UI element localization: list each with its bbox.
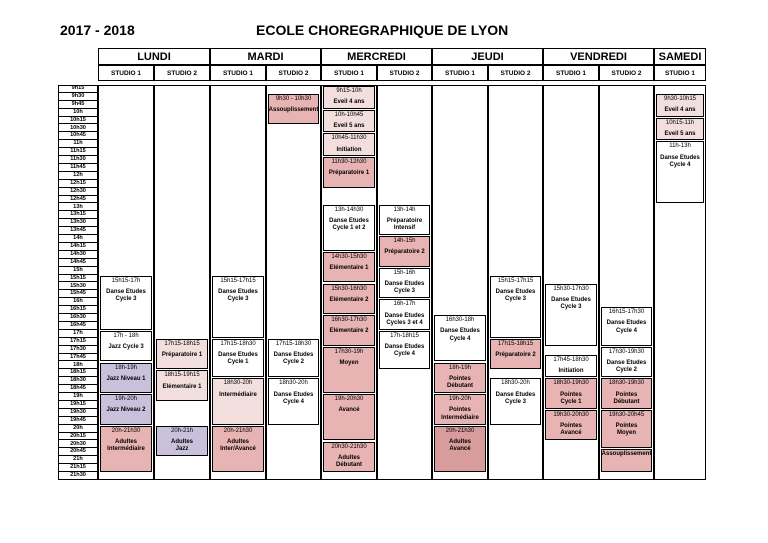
time-label: 16h30: [58, 314, 98, 322]
class-time: 17h30-19h30: [608, 348, 645, 355]
time-label: 16h15: [58, 306, 98, 314]
time-label: 13h30: [58, 219, 98, 227]
page-title: ECOLE CHOREGRAPHIQUE DE LYON: [256, 22, 509, 38]
class-block[interactable]: [490, 339, 541, 370]
class-block[interactable]: [379, 331, 430, 370]
studio-header: STUDIO 2: [154, 65, 210, 81]
class-time: 18h30-19h30: [553, 380, 589, 387]
class-block[interactable]: [323, 252, 375, 283]
class-block[interactable]: [100, 276, 152, 330]
class-name: Pointes Débutant: [447, 375, 473, 389]
class-time: 19h-20h: [114, 396, 138, 403]
class-block[interactable]: [100, 394, 152, 425]
studio-header: STUDIO 1: [654, 65, 706, 81]
class-time: 11h-13h: [669, 143, 691, 150]
class-block[interactable]: [268, 339, 319, 378]
class-block[interactable]: [434, 426, 486, 472]
time-label: 17h15: [58, 338, 98, 346]
class-time: 18h15-19h15: [164, 372, 200, 379]
class-time: 15h30-17h30: [553, 285, 589, 292]
class-time: 16h30-17h30: [331, 317, 367, 324]
class-name: Elémentaire 1: [162, 383, 202, 390]
time-label: 16h45: [58, 322, 98, 330]
time-label: 11h15: [58, 148, 98, 156]
class-block[interactable]: [323, 133, 375, 156]
studio-header: STUDIO 1: [432, 65, 488, 81]
class-time: 20h-21h: [170, 427, 194, 434]
class-name: Pointes Débutant: [613, 391, 640, 405]
class-time: 19h-20h30: [334, 396, 364, 403]
class-time: 17h15-18h30: [220, 340, 256, 347]
class-block[interactable]: [379, 236, 430, 267]
class-name: Adultes Jazz: [170, 438, 193, 453]
time-label: 10h15: [58, 117, 98, 125]
class-block[interactable]: [212, 426, 264, 472]
class-name: Préparatoire 1: [328, 170, 370, 177]
time-label: 14h15: [58, 243, 98, 251]
time-label: 20h45: [58, 448, 98, 456]
class-block[interactable]: [100, 331, 152, 362]
class-name: Danse Etudes Cycle 2: [606, 359, 647, 374]
class-time: 17h15-18h30: [275, 340, 312, 347]
class-block[interactable]: [156, 339, 208, 370]
class-name: Danse Etudes Cycle 4: [440, 328, 480, 342]
school-year: 2017 - 2018: [60, 22, 135, 38]
time-label: 21h30: [58, 472, 98, 480]
class-block[interactable]: [100, 426, 152, 472]
class-time: 13h-14h: [393, 206, 416, 213]
studio-column: [154, 85, 210, 480]
time-label: 21h15: [58, 464, 98, 472]
time-label: 15h30: [58, 283, 98, 291]
class-name: Elémentaire 1: [329, 265, 369, 272]
class-time: 17h-18h15: [390, 332, 419, 339]
class-time: 10h-10h45: [334, 111, 364, 118]
class-name: Assouplissement: [268, 107, 319, 114]
time-label: 13h45: [58, 227, 98, 235]
class-block[interactable]: [656, 94, 704, 117]
class-block[interactable]: [323, 315, 375, 346]
day-header-mardi: MARDI: [210, 48, 321, 65]
class-time: 15h15-17h: [111, 277, 141, 284]
class-time: 19h-20h: [448, 396, 472, 403]
class-name: Danse Etudes Cycle 3: [551, 296, 591, 310]
class-time: 10h45-11h30: [331, 135, 367, 142]
class-block[interactable]: [323, 110, 375, 133]
day-header-jeudi: JEUDI: [432, 48, 543, 65]
time-label: 19h15: [58, 401, 98, 409]
class-time: 17h30-19h: [334, 348, 364, 355]
class-block[interactable]: [323, 157, 375, 188]
class-time: 18h30-20h: [223, 380, 253, 387]
time-label: 10h: [58, 109, 98, 117]
class-time: 19h30-20h30: [553, 411, 589, 418]
class-name: Danse Etudes Cycle 4: [384, 344, 425, 358]
class-block[interactable]: [545, 378, 597, 409]
class-name: Jazz Cycle 3: [108, 344, 144, 351]
day-header-mercredi: MERCREDI: [321, 48, 432, 65]
class-time: 9h30 - 10h30: [275, 95, 312, 102]
class-name: Préparatoire 2: [384, 249, 425, 256]
class-name: Elémentaire 2: [329, 328, 369, 335]
class-time: 18h30-20h: [279, 380, 308, 387]
class-time: 16h30-18h: [445, 317, 475, 324]
time-label: 15h45: [58, 290, 98, 298]
class-name: Danse Etudes Cycle 1: [218, 352, 258, 366]
class-name: Intermédiaire: [219, 391, 257, 398]
class-block[interactable]: [323, 205, 375, 251]
studio-header: STUDIO 2: [599, 65, 654, 81]
class-block[interactable]: [490, 378, 541, 424]
class-name: Pointes Cycle 1: [560, 391, 582, 405]
class-block[interactable]: [434, 315, 486, 361]
class-block[interactable]: [379, 299, 430, 330]
class-time: 16h-17h: [393, 301, 416, 308]
time-label: 11h30: [58, 156, 98, 164]
class-block[interactable]: [323, 442, 375, 473]
class-block[interactable]: [434, 394, 486, 425]
class-block[interactable]: [212, 378, 264, 424]
class-time: 18h-19h: [114, 364, 138, 371]
class-block[interactable]: [323, 284, 375, 315]
class-name: Pointes Intermédiaire: [441, 407, 479, 421]
class-block[interactable]: [100, 363, 152, 394]
class-time: 17h15-18h15: [497, 340, 534, 347]
time-label: 10h30: [58, 125, 98, 133]
time-label: 15h: [58, 267, 98, 275]
class-name: Adultes Inter/Avancé: [220, 438, 256, 453]
time-label: 17h: [58, 330, 98, 338]
class-name: Moyen: [339, 359, 359, 366]
class-block[interactable]: [212, 339, 264, 378]
class-name: Danse Etudes Cycle 3: [384, 280, 425, 295]
class-name: Danse Etudes Cycle 3: [218, 288, 258, 302]
class-name: Elémentaire 2: [329, 296, 369, 303]
class-time: 17h - 18h: [113, 332, 139, 339]
studio-header: STUDIO 1: [543, 65, 599, 81]
class-time: 18h-19h: [448, 364, 472, 371]
time-label: 9h30: [58, 93, 98, 101]
class-time: 14h30-15h30: [331, 253, 367, 260]
time-label: 17h30: [58, 346, 98, 354]
class-block[interactable]: [601, 410, 652, 449]
class-name: Jazz Niveau 1: [106, 375, 146, 382]
class-block[interactable]: [323, 347, 375, 393]
class-name: Danse Etudes Cycle 3: [495, 391, 536, 405]
class-name: Initiation: [558, 367, 584, 374]
class-name: Préparatoire 2: [495, 352, 536, 358]
class-time: 18h30-20h: [501, 380, 530, 387]
class-block[interactable]: [323, 86, 375, 109]
time-label: 19h45: [58, 417, 98, 425]
class-name: Pointes Avancé: [560, 423, 582, 437]
class-time: 20h-21h30: [445, 427, 475, 434]
class-time: 10h15-11h: [665, 119, 695, 126]
class-block[interactable]: [323, 394, 375, 440]
time-label: 17h45: [58, 354, 98, 362]
class-name: Assouplissement: [601, 451, 652, 458]
class-name: Danse Etudes Cycle 4: [660, 154, 700, 168]
time-label: 20h15: [58, 433, 98, 441]
studio-header: STUDIO 1: [321, 65, 377, 81]
class-name: Préparatoire Intensif: [386, 217, 423, 231]
class-name: Adultes Avancé: [448, 438, 471, 453]
class-block[interactable]: [545, 410, 597, 441]
studio-header: STUDIO 2: [488, 65, 543, 81]
class-time: 18h30-19h30: [608, 380, 645, 387]
class-time: 9h30-10h15: [663, 95, 697, 102]
class-time: 20h30-21h30: [331, 443, 367, 450]
time-label: 12h45: [58, 196, 98, 204]
class-time: 20h-21h30: [223, 427, 253, 434]
class-name: Adultes Débutant: [336, 454, 362, 468]
class-name: Pointes Moyen: [615, 423, 638, 437]
class-name: Danse Etudes Cycle 1 et 2: [329, 217, 369, 231]
class-block[interactable]: [156, 426, 208, 457]
class-time: 14h-15h: [393, 238, 416, 245]
class-block[interactable]: [490, 276, 541, 338]
class-name: Danse Etudes Cycle 3: [495, 288, 536, 302]
class-block[interactable]: [601, 307, 652, 346]
class-block[interactable]: [268, 378, 319, 424]
class-name: Danse Etudes Cycles 3 et 4: [384, 312, 425, 326]
class-time: 17h15-18h15: [164, 340, 200, 347]
time-label: 14h30: [58, 251, 98, 259]
time-label: 9h15: [58, 85, 98, 93]
class-name: Danse Etudes Cycle 4: [273, 391, 314, 405]
time-label: 12h15: [58, 180, 98, 188]
class-name: Eveil 4 ans: [333, 99, 365, 106]
class-block[interactable]: [656, 141, 704, 203]
class-time: 13h-14h30: [334, 206, 364, 213]
time-label: 18h: [58, 362, 98, 370]
time-label: 11h45: [58, 164, 98, 172]
class-name: Adultes Intermédiaire: [107, 438, 145, 453]
day-header-lundi: LUNDI: [98, 48, 210, 65]
class-name: Initiation: [336, 146, 362, 153]
time-label: 19h: [58, 393, 98, 401]
time-label: 20h: [58, 425, 98, 433]
class-block[interactable]: [545, 284, 597, 346]
class-name: Danse Etudes Cycle 4: [606, 320, 647, 334]
time-label: 18h45: [58, 385, 98, 393]
class-block[interactable]: [268, 94, 319, 125]
class-name: Eveil 5 ans: [664, 130, 696, 137]
time-label: 10h45: [58, 132, 98, 140]
time-label: 16h: [58, 298, 98, 306]
studio-header: STUDIO 2: [266, 65, 321, 81]
class-time: 19h30-20h45: [608, 411, 645, 418]
class-time: 15h15-17h15: [497, 277, 534, 284]
day-header-vendredi: VENDREDI: [543, 48, 654, 65]
studio-header: STUDIO 1: [98, 65, 154, 81]
class-block[interactable]: [156, 370, 208, 401]
class-name: Danse Etudes Cycle 2: [273, 352, 314, 366]
time-label: 18h30: [58, 377, 98, 385]
class-time: 11h30-12h30: [331, 159, 367, 166]
class-block[interactable]: [601, 449, 652, 472]
class-time: 17h45-18h30: [553, 356, 589, 363]
studio-header: STUDIO 1: [210, 65, 266, 81]
time-label: 18h15: [58, 369, 98, 377]
time-label: 21h: [58, 456, 98, 464]
day-header-samedi: SAMEDI: [654, 48, 706, 65]
class-time: 16h15-17h30: [608, 309, 645, 316]
time-label: 12h30: [58, 188, 98, 196]
class-name: Danse Etudes Cycle 3: [106, 288, 146, 302]
class-time: 15h-16h: [393, 269, 416, 276]
time-label: 14h: [58, 235, 98, 243]
class-name: Jazz Niveau 2: [106, 407, 146, 414]
class-block[interactable]: [212, 276, 264, 338]
time-label: 19h30: [58, 409, 98, 417]
class-block[interactable]: [601, 378, 652, 409]
time-label: 20h30: [58, 441, 98, 449]
time-label: 14h45: [58, 259, 98, 267]
class-block[interactable]: [434, 363, 486, 394]
class-name: Eveil 4 ans: [664, 107, 696, 114]
class-time: 9h15-10h: [336, 88, 362, 94]
class-block[interactable]: [379, 268, 430, 299]
studio-header: STUDIO 2: [377, 65, 432, 81]
class-name: Préparatoire 1: [161, 352, 203, 358]
class-block[interactable]: [656, 118, 704, 141]
class-block[interactable]: [379, 205, 430, 236]
class-name: Avancé: [338, 407, 360, 414]
class-block[interactable]: [545, 355, 597, 378]
class-time: 20h-21h30: [111, 427, 141, 434]
class-block[interactable]: [601, 347, 652, 378]
time-label: 15h15: [58, 275, 98, 283]
time-label: 13h: [58, 204, 98, 212]
class-time: 15h30-16h30: [331, 285, 367, 292]
time-label: 9h45: [58, 101, 98, 109]
class-name: Eveil 5 ans: [333, 122, 365, 129]
time-label: 11h: [58, 140, 98, 148]
class-time: 15h15-17h15: [220, 277, 256, 284]
time-label: 12h: [58, 172, 98, 180]
time-label: 13h15: [58, 211, 98, 219]
